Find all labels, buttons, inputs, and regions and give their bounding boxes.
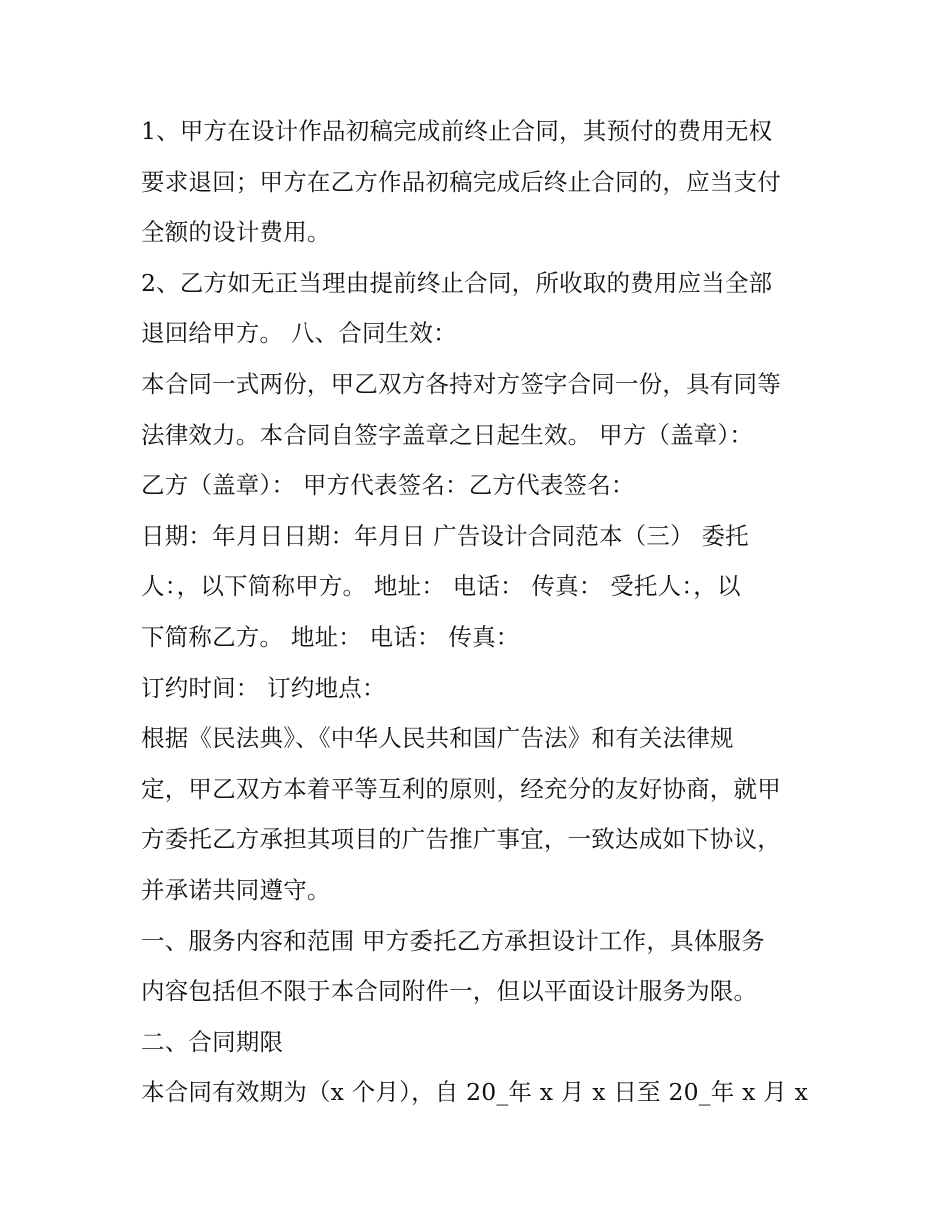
text-line: 一、服务内容和范围 甲方委托乙方承担设计工作，具体服务 bbox=[141, 926, 765, 955]
text-line: 下简称乙方。 地址： 电话： 传真： bbox=[141, 622, 520, 651]
text-line: 2、乙方如无正当理由提前终止合同，所收取的费用应当全部 bbox=[141, 268, 773, 297]
text-line: 订约时间： 订约地点： bbox=[141, 673, 386, 702]
text-line: 方委托乙方承担其项目的广告推广事宜，一致达成如下协议， bbox=[141, 825, 781, 854]
text-line: 全额的设计费用。 bbox=[141, 218, 331, 247]
text-line: 乙方（盖章）： 甲方代表签名：乙方代表签名： bbox=[141, 471, 635, 500]
text-line: 定，甲乙双方本着平等互利的原则，经充分的友好协商，就甲 bbox=[141, 774, 781, 803]
text-line: 本合同有效期为（x 个月），自 20_年 x 月 x 日至 20_年 x 月 x bbox=[141, 1078, 809, 1107]
text-line: 本合同一式两份，甲乙双方各持对方签字合同一份，具有同等 bbox=[141, 369, 781, 398]
text-line: 二、合同期限 bbox=[141, 1027, 284, 1056]
text-line: 并承诺共同遵守。 bbox=[141, 875, 331, 904]
text-line: 人：，以下简称甲方。 地址： 电话： 传真： 受托人：，以 bbox=[141, 572, 741, 601]
text-line: 1、甲方在设计作品初稿完成前终止合同，其预付的费用无权 bbox=[141, 117, 773, 145]
text-line: 要求退回；甲方在乙方作品初稿完成后终止合同的，应当支付 bbox=[141, 167, 781, 196]
text-line: 根据《民法典》、《中华人民共和国广告法》和有关法律规 bbox=[141, 724, 734, 753]
text-line: 法律效力。本合同自签字盖章之日起生效。 甲方（盖章）： bbox=[141, 420, 754, 449]
contract-text bbox=[141, 106, 821, 1118]
text-line: 日期：年月日日期：年月日 广告设计合同范本（三） 委托 bbox=[141, 521, 749, 550]
text-line: 内容包括但不限于本合同附件一，但以平面设计服务为限。 bbox=[141, 977, 758, 1006]
text-line: 退回给甲方。 八、合同生效： bbox=[141, 319, 457, 348]
